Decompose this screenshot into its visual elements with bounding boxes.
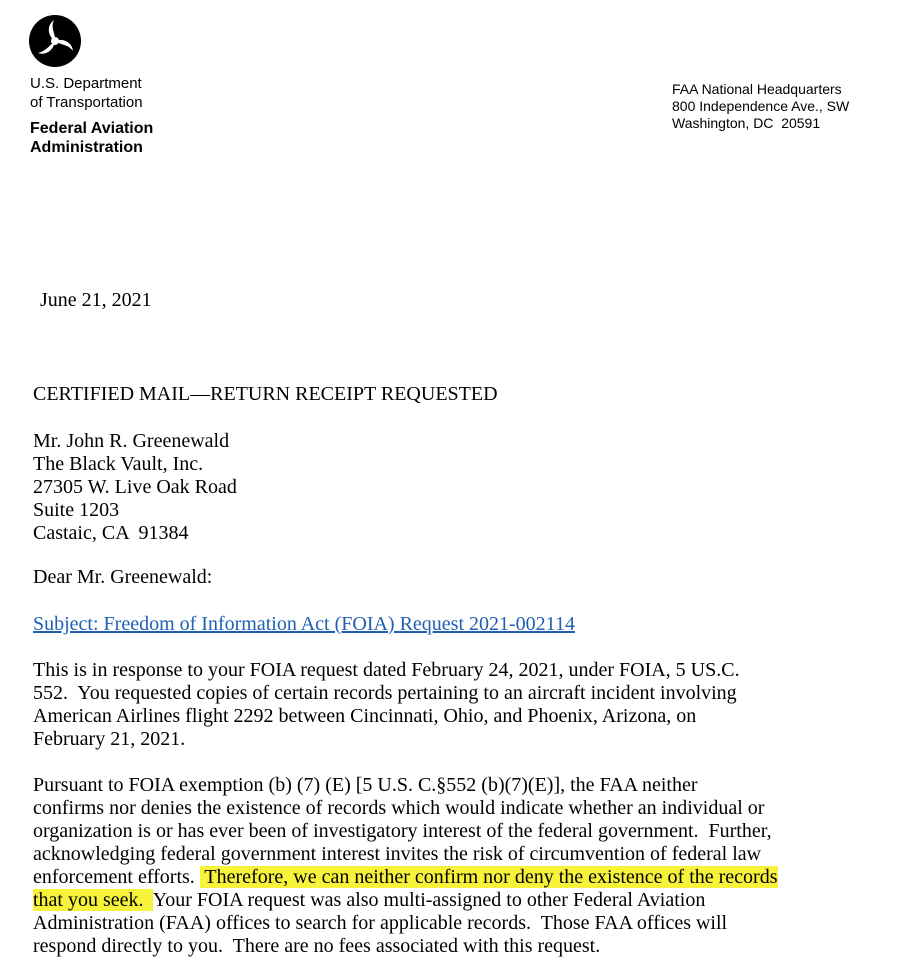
plain-text: Your FOIA request was also multi-assigned to other Federal Aviation <box>152 889 706 911</box>
paragraph-exemption <box>33 774 903 958</box>
headquarters-address <box>672 81 849 132</box>
certified-mail-notice: CERTIFIED MAIL—RETURN RECEIPT REQUESTED <box>33 383 498 405</box>
plain-text: enforcement efforts. <box>33 866 200 888</box>
hq-address-line: FAA National Headquarters <box>672 81 842 97</box>
paragraph-line: Administration (FAA) offices to search for applicable records. Those FAA offices will <box>33 912 728 934</box>
letter-date: June 21, 2021 <box>40 289 152 311</box>
paragraph-response <box>33 659 903 751</box>
dot-triskelion-icon <box>28 14 82 68</box>
admin-line: Federal Aviation <box>30 120 154 137</box>
admin-line: Administration <box>30 139 143 156</box>
department-name <box>30 74 143 112</box>
paragraph-line: This is in response to your FOIA request dated February 24, 2021, under FOIA, 5 US.C. <box>33 659 740 681</box>
recipient-line: 27305 W. Live Oak Road <box>33 476 237 498</box>
recipient-line: Castaic, CA 91384 <box>33 522 189 544</box>
paragraph-line: respond directly to you. There are no fees associated with this request. <box>33 935 601 957</box>
paragraph-line: American Airlines flight 2292 between Cincinnati, Ohio, and Phoenix, Arizona, on <box>33 705 697 727</box>
paragraph-line: confirms nor denies the existence of records which would indicate whether an individual or <box>33 797 765 819</box>
hq-address-line: 800 Independence Ave., SW <box>672 98 850 114</box>
paragraph-line: 552. You requested copies of certain records pertaining to an aircraft incident involving <box>33 682 737 704</box>
paragraph-line: organization is or has ever been of investigatory interest of the federal government. Further, <box>33 820 772 842</box>
highlighted-text: Therefore, we can neither confirm nor deny the existence of the records <box>199 866 778 888</box>
recipient-address <box>33 430 237 545</box>
recipient-line: Mr. John R. Greenewald <box>33 430 230 452</box>
dept-line: U.S. Department <box>30 75 142 92</box>
dept-line: of Transportation <box>30 94 143 111</box>
paragraph-line: February 21, 2021. <box>33 728 186 750</box>
recipient-line: The Black Vault, Inc. <box>33 453 204 475</box>
salutation: Dear Mr. Greenewald: <box>33 566 213 588</box>
paragraph-line: acknowledging federal government interest invites the risk of circumvention of federal law <box>33 843 762 865</box>
paragraph-line: Pursuant to FOIA exemption (b) (7) (E) [5 U.S. C.§552 (b)(7)(E)], the FAA neither <box>33 774 698 796</box>
paragraph-line <box>33 889 903 912</box>
subject-link[interactable]: Subject: Freedom of Information Act (FOIA) Request 2021-002114 <box>33 613 575 635</box>
highlighted-text: that you seek. <box>33 889 153 911</box>
administration-name <box>30 119 153 157</box>
recipient-line: Suite 1203 <box>33 499 120 521</box>
paragraph-line <box>33 866 903 889</box>
hq-address-line: Washington, DC 20591 <box>672 115 821 131</box>
